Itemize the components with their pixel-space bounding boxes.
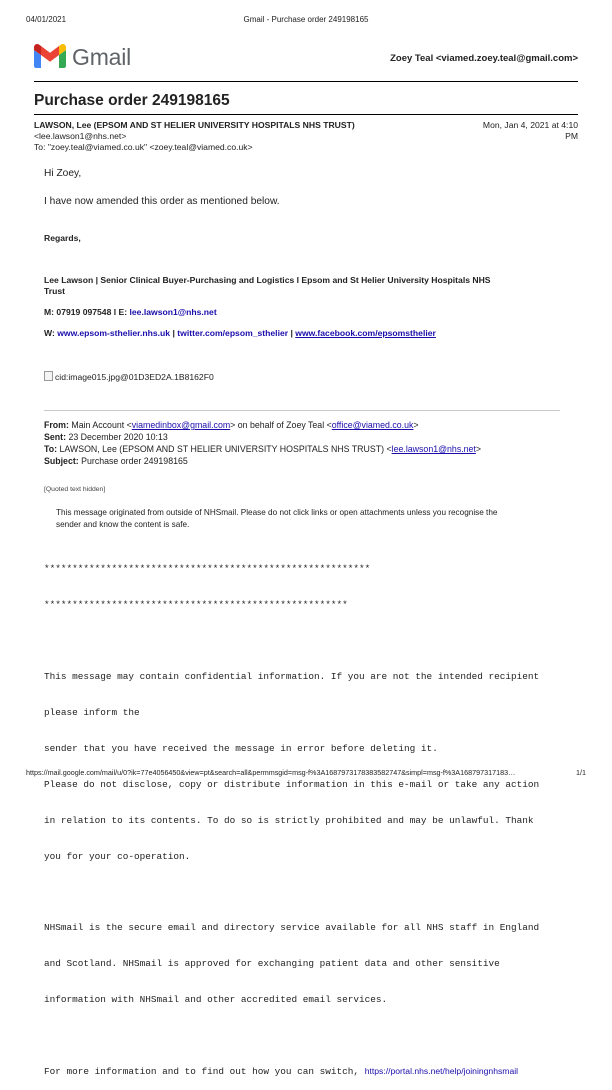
image-alt-text: cid:image015.jpg@01D3ED2A.1B8162F0 — [55, 372, 214, 382]
fwd-subject-value: Purchase order 249198165 — [78, 456, 188, 466]
disclaimer-p1-l1: This message may contain confidential information. If you are not the intended recipient — [44, 671, 540, 682]
fwd-from-label: From: — [44, 420, 69, 430]
signature — [44, 275, 574, 297]
fwd-from-link2[interactable]: office@viamed.co.uk — [331, 420, 414, 430]
greeting: Hi Zoey, — [44, 168, 82, 179]
nhs-external-notice — [56, 507, 576, 531]
disclaimer-p3-text: For more information and to find out how you can switch, — [44, 1066, 365, 1077]
broken-image — [44, 371, 214, 383]
sender-name: LAWSON, Lee (EPSOM AND ST HELIER UNIVERSITY HOSPITALS NHS TRUST) — [34, 120, 355, 130]
fwd-to-end: > — [475, 444, 482, 454]
fwd-to-line — [44, 443, 574, 455]
fwd-from-text3: > — [413, 420, 419, 430]
print-page-number: 1/1 — [576, 768, 586, 777]
web-prefix: W: — [44, 328, 58, 338]
signature-line2: Trust — [44, 286, 66, 296]
disclaimer — [44, 539, 539, 1090]
body-line: I have now amended this order as mentioned below. — [44, 196, 280, 207]
print-footer-url: https://mail.google.com/mail/u/0?ik=77e4056450&view=pt&search=all&permmsgid=msg-f%3A1687973178383582747&simpl=msg-f%3A168797317183… — [26, 768, 516, 777]
website-link[interactable]: www.epsom-sthelier.nhs.uk — [57, 328, 171, 338]
fwd-sent-label: Sent: — [44, 432, 66, 442]
contact-prefix: M: 07919 097548 l E: — [44, 307, 130, 317]
stars-line2: ****************************************************** — [44, 599, 348, 610]
header-divider — [34, 81, 578, 82]
message-date-line2: PM — [565, 131, 578, 141]
web-sep-2: | — [288, 328, 296, 338]
sender-email: <lee.lawson1@nhs.net> — [34, 131, 127, 141]
subject-divider — [34, 114, 578, 115]
fwd-to-link[interactable]: lee.lawson1@nhs.net — [391, 444, 476, 454]
nhs-notice-line2: sender and know the content is safe. — [56, 520, 190, 529]
fwd-subject-label: Subject: — [44, 456, 79, 466]
gmail-wordmark: Gmail — [72, 44, 132, 70]
account-identity: Zoey Teal <viamed.zoey.teal@gmail.com> — [390, 53, 578, 64]
forwarded-header — [44, 419, 574, 467]
disclaimer-p3 — [44, 1065, 539, 1078]
fwd-to-label: To: — [44, 444, 58, 454]
nhs-notice-line1: This message originated from outside of NHSmail. Please do not click links or open attachments unless you recognise the — [56, 508, 498, 517]
quote-divider — [44, 410, 560, 411]
disclaimer-p1-l4: Please do not disclose, copy or distribute information in this e-mail or take any action — [44, 779, 540, 790]
disclaimer-p1-l2: please inform the — [44, 707, 140, 718]
fwd-to-text: LAWSON, Lee (EPSOM AND ST HELIER UNIVERSITY HOSPITALS NHS TRUST) < — [57, 444, 392, 454]
thread-subject: Purchase order 249198165 — [34, 92, 230, 109]
disclaimer-p2-l2: and Scotland. NHSmail is approved for exchanging patient data and other sensitive — [44, 958, 500, 969]
disclaimer-p1-l6: you for your co-operation. — [44, 851, 191, 862]
gmail-m-icon — [34, 44, 66, 68]
web-sep-1: | — [170, 328, 178, 338]
recipient-line: To: "zoey.teal@viamed.co.uk" <zoey.teal@viamed.co.uk> — [34, 142, 253, 152]
broken-image-icon — [44, 371, 53, 381]
fwd-from-line — [44, 419, 574, 431]
signature-line1: Lee Lawson | Senior Clinical Buyer-Purchasing and Logistics l Epsom and St Helier University Hospitals NHS — [44, 275, 491, 285]
fwd-from-link1[interactable]: viamedinbox@gmail.com — [131, 420, 231, 430]
fwd-from-text2: > on behalf of Zoey Teal < — [230, 420, 332, 430]
quoted-text-hidden-toggle[interactable]: [Quoted text hidden] — [44, 486, 106, 493]
fwd-sent-line — [44, 431, 574, 443]
contact-email-link[interactable]: lee.lawson1@nhs.net — [129, 307, 217, 317]
regards: Regards, — [44, 233, 81, 243]
print-title: Gmail - Purchase order 249198165 — [243, 15, 369, 24]
stars-line1: ********************************************************** — [44, 563, 371, 574]
disclaimer-p2-l3: information with NHSmail and other accredited email services. — [44, 994, 388, 1005]
joining-nhsmail-link[interactable]: https://portal.nhs.net/help/joiningnhsmail — [364, 1066, 519, 1076]
web-line — [44, 328, 436, 339]
fwd-subject-line — [44, 455, 574, 467]
contact-line — [44, 307, 217, 318]
fwd-sent-value: 23 December 2020 10:13 — [66, 432, 168, 442]
message-date-line1: Mon, Jan 4, 2021 at 4:10 — [482, 120, 578, 130]
print-date: 04/01/2021 — [26, 15, 67, 24]
fwd-from-text1: Main Account < — [68, 420, 132, 430]
disclaimer-p1-l5: in relation to its contents. To do so is strictly prohibited and may be unlawful. Thank — [44, 815, 534, 826]
facebook-link[interactable]: www.facebook.com/epsomsthelier — [295, 328, 436, 338]
disclaimer-p1-l3: sender that you have received the message in error before deleting it. — [44, 743, 438, 754]
message-date — [483, 120, 578, 142]
disclaimer-p2-l1: NHSmail is the secure email and directory service available for all NHS staff in England — [44, 922, 540, 933]
twitter-link[interactable]: twitter.com/epsom_sthelier — [177, 328, 289, 338]
